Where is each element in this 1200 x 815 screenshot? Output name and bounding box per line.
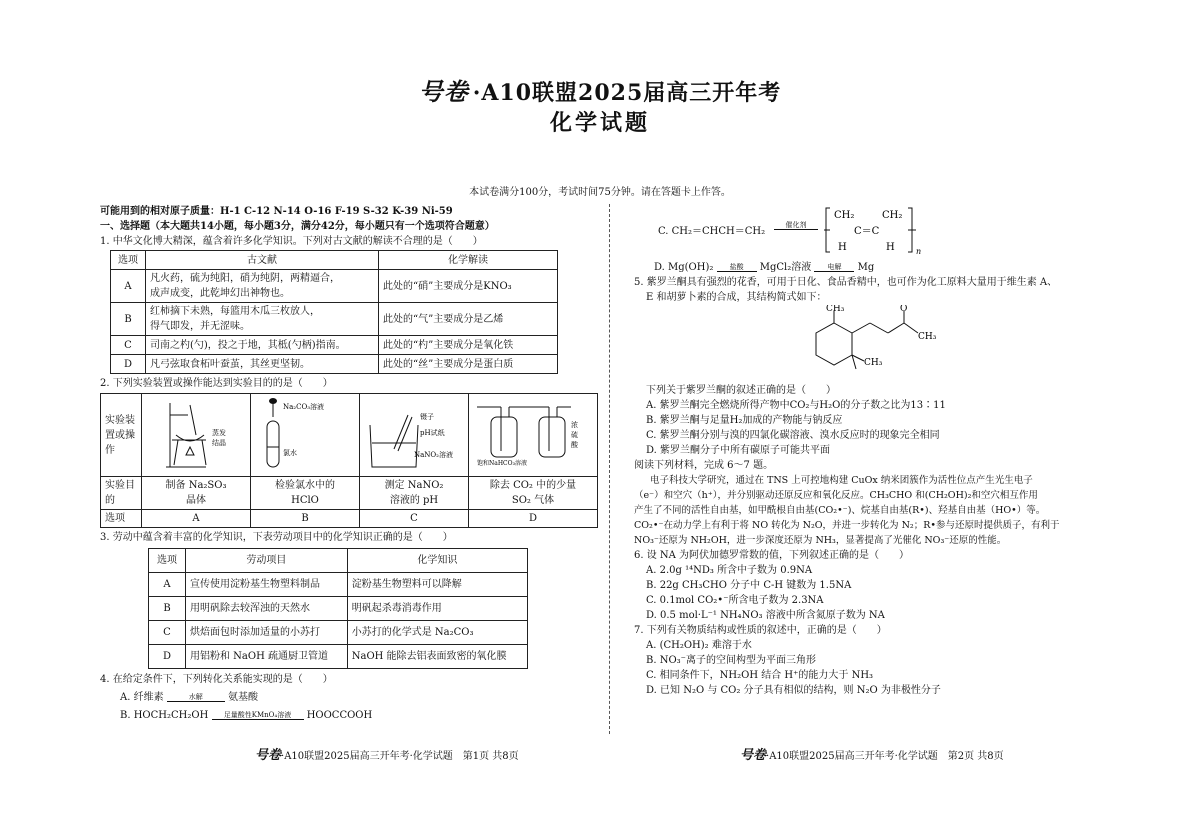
polymer-group: H	[886, 242, 895, 253]
apparatus-a	[142, 394, 251, 477]
q1-table	[110, 250, 558, 374]
apparatus-label: 镊子	[420, 413, 434, 421]
interp-cell: 此处的“丝”主要成分是蛋白质	[379, 355, 558, 374]
q7-option: C. 相同条件下，NH₂OH 结合 H⁺的能力大于 NH₃	[646, 670, 874, 681]
polymer-group: CH₂	[834, 210, 855, 221]
option-cell: D	[469, 510, 598, 528]
q5-stem-line: E 和胡萝卜素的合成，其结构简式如下：	[646, 292, 827, 303]
option-cell: A	[142, 510, 251, 528]
q6-option: B. 22g CH₃CHO 分子中 C-H 键数为 1.5NA	[646, 580, 852, 591]
brand-logo: 号卷	[418, 77, 469, 106]
evaporation-apparatus-icon	[146, 395, 246, 470]
footer-right	[740, 744, 1004, 763]
q5-stem-line: 5. 紫罗兰酮具有强烈的花香，可用于日化、食品香精中，也可作为化工原料大量用于维生素 A、	[634, 277, 1058, 288]
purpose-cell	[251, 477, 360, 510]
table-row	[149, 597, 528, 621]
table-header-cell: 劳动项目	[186, 549, 348, 573]
q1-stem: 1. 中华文化博大精深，蕴含着许多化学知识。下列对古文献的解读不合理的是（ ）	[100, 236, 483, 247]
purpose-line: 除去 CO₂ 中的少量	[489, 480, 577, 491]
brand-logo: 号卷	[255, 748, 282, 763]
q4-option-d	[634, 260, 1124, 275]
q6-stem: 6. 设 NA 为阿伏加德罗常数的值，下列叙述正确的是（ ）	[634, 550, 910, 561]
reactant: D. Mg(OH)₂	[654, 262, 714, 273]
reading-line: 产生了不同的活性自由基，如甲酰根自由基(CO₂•⁻)、烷基自由基(R•)、羟基自由基（HO•）等。	[634, 505, 1046, 516]
q6-option: C. 0.1mol CO₂•⁻所含电子数为 2.3NA	[646, 595, 824, 606]
gas-washing-icon	[473, 395, 593, 470]
q3-table	[148, 548, 528, 669]
atomic-mass-line: 可能用到的相对原子质量：H-1 C-12 N-14 O-16 F-19 S-32 K-39 Ni-59	[100, 206, 453, 217]
text-line: 得气即发，并无涩味。	[150, 321, 250, 332]
text-line: 红柿摘下未熟，每篮用木瓜三枚放人，	[150, 306, 320, 317]
item-cell: 用铝粉和 NaOH 疏通厨卫管道	[186, 645, 348, 669]
table-row	[101, 394, 598, 477]
right-column	[634, 204, 1124, 698]
polymer-group: CH₂	[882, 210, 903, 221]
methyl-group: CH₃	[864, 358, 883, 368]
q4-option-a	[100, 690, 600, 705]
q2-table	[100, 393, 598, 528]
polymer-structure-icon	[824, 204, 944, 256]
reactant: A. 纤维素	[120, 692, 164, 703]
title-text: ·A10联盟2025届高三开年考	[472, 80, 782, 106]
text-line: 凡火药，硫为纯阳，硝为纯阴，两精逼合，	[150, 273, 340, 284]
apparatus-label: 浓	[571, 421, 578, 429]
apparatus-d	[469, 394, 598, 477]
q5-question: 下列关于紫罗兰酮的叙述正确的是（ ）	[646, 385, 836, 396]
knowledge-cell: 小苏打的化学式是 Na₂CO₃	[347, 621, 527, 645]
purpose-line: 晶体	[186, 495, 206, 506]
test-tube-icon	[255, 395, 355, 470]
purpose-line: SO₂ 气体	[511, 495, 555, 506]
row-label: 实验目的	[101, 477, 142, 510]
option-cell: B	[111, 303, 146, 336]
knowledge-cell: NaOH 能除去铝表面致密的氧化膜	[347, 645, 527, 669]
apparatus-c	[360, 394, 469, 477]
interp-cell: 此处的“杓”主要成分是氧化铁	[379, 336, 558, 355]
column-divider	[609, 204, 610, 734]
interp-cell: 此处的“硝”主要成分是KNO₃	[379, 270, 558, 303]
reactant: B. HOCH₂CH₂OH	[120, 710, 209, 721]
option-cell: D	[111, 355, 146, 374]
reaction-arrow: 盐酸	[717, 260, 757, 275]
intermediate: MgCl₂溶液	[759, 262, 812, 273]
text-cell: 司南之杓(勺)，投之于地，其柢(勺柄)指南。	[146, 336, 379, 355]
option-cell: C	[111, 336, 146, 355]
option-cell: B	[251, 510, 360, 528]
apparatus-label: NaNO₂溶液	[414, 451, 453, 459]
text-line: 成声成变，此乾坤幻出神物也。	[150, 288, 290, 299]
exam-note: 本试卷满分100分，考试时间75分钟。请在答题卡上作答。	[469, 187, 731, 198]
polymer-group: C＝C	[854, 226, 880, 237]
table-header-cell: 选项	[149, 549, 186, 573]
footer-text: ·A10联盟2025届高三开年考·化学试题 第2页 共8页	[766, 751, 1004, 762]
purpose-cell	[469, 477, 598, 510]
purpose-line: 制备 Na₂SO₃	[165, 480, 227, 491]
q4-option-b	[100, 708, 600, 723]
option-cell: A	[149, 573, 186, 597]
purpose-line: 溶液的 pH	[389, 495, 439, 506]
footer-text: ·A10联盟2025届高三开年考·化学试题 第1页 共8页	[281, 751, 519, 762]
table-row	[101, 510, 598, 528]
q3-stem: 3. 劳动中蕴含着丰富的化学知识，下表劳动项目中的化学知识正确的是（ ）	[100, 532, 453, 543]
reaction-arrow: 足量酸性KMnO₄溶液	[212, 708, 304, 723]
beaker-ph-icon	[364, 395, 464, 470]
table-header-cell: 化学解读	[379, 251, 558, 270]
text-cell	[146, 270, 379, 303]
apparatus-label: 饱和NaHCO₃溶液	[477, 460, 527, 467]
table-header-cell: 选项	[111, 251, 146, 270]
carbonyl-o: O	[900, 305, 908, 314]
apparatus-label: 硫	[571, 431, 578, 439]
row-label: 实验装置或操作	[101, 394, 142, 477]
purpose-line: HClO	[291, 495, 319, 506]
reactant: C. CH₂＝CHCH＝CH₂	[658, 226, 766, 237]
q7-option: D. 已知 N₂O 与 CO₂ 分子具有相似的结构，则 N₂O 为非极性分子	[646, 685, 941, 696]
apparatus-label: 结晶	[212, 439, 226, 447]
table-row	[101, 477, 598, 510]
purpose-cell	[142, 477, 251, 510]
ionone-structure-icon	[804, 305, 944, 383]
knowledge-cell: 淀粉基生物塑料可以降解	[347, 573, 527, 597]
reaction-arrow: 催化剂	[774, 218, 818, 233]
table-row	[111, 336, 558, 355]
interp-cell: 此处的“气”主要成分是乙烯	[379, 303, 558, 336]
table-row	[149, 621, 528, 645]
table-row	[111, 355, 558, 374]
reaction-arrow: 电解	[814, 260, 854, 275]
q5-option: C. 紫罗兰酮分别与溴的四氯化碳溶液、溴水反应时的现象完全相同	[646, 430, 940, 441]
item-cell: 用明矾除去较浑浊的天然水	[186, 597, 348, 621]
reading-line: 电子科技大学研究，通过在 TNS 上可控地构建 CuOx 纳米团簇作为活性位点产生光生电子	[650, 475, 1033, 486]
page-subtitle: 化学试题	[549, 110, 650, 136]
polymer-n: n	[916, 247, 922, 256]
q7-option: A. (CH₂OH)₂ 难溶于水	[646, 640, 752, 651]
purpose-line: 测定 NaNO₂	[384, 480, 444, 491]
knowledge-cell: 明矾起杀毒消毒作用	[347, 597, 527, 621]
item-cell: 烘焙面包时添加适量的小苏打	[186, 621, 348, 645]
option-cell: A	[111, 270, 146, 303]
q7-option: B. NO₃⁻离子的空间构型为平面三角形	[646, 655, 816, 666]
table-header-row	[111, 251, 558, 270]
q6-option: A. 2.0g ¹⁴ND₃ 所含中子数为 0.9NA	[646, 565, 813, 576]
option-cell: B	[149, 597, 186, 621]
reading-line: （e⁻）和空穴（h⁺），并分别驱动还原反应和氧化反应。CH₃CHO 和(CH₂OH)₂和空穴相互作用	[634, 490, 1038, 501]
methyl-group: CH₃	[826, 305, 845, 314]
option-cell: D	[149, 645, 186, 669]
table-row	[149, 573, 528, 597]
q5-option: A. 紫罗兰酮完全燃烧所得产物中CO₂与H₂O的分子数之比为13∶11	[646, 400, 946, 411]
footer-left	[255, 744, 519, 763]
table-header-cell: 化学知识	[347, 549, 527, 573]
reading-lead: 阅读下列材料，完成 6～7 题。	[634, 460, 774, 471]
product: HOOCCOOH	[306, 710, 373, 721]
q7-stem: 7. 下列有关物质结构或性质的叙述中，正确的是（ ）	[634, 625, 887, 636]
q5-option: B. 紫罗兰酮与足量H₂加成的产物能与钠反应	[646, 415, 843, 426]
table-row	[111, 303, 558, 336]
apparatus-label: Na₂CO₃溶液	[283, 403, 325, 411]
methyl-group: CH₃	[918, 332, 937, 342]
option-cell: C	[149, 621, 186, 645]
table-row	[111, 270, 558, 303]
q4-stem: 4. 在给定条件下，下列转化关系能实现的是（ ）	[100, 674, 333, 685]
product: Mg	[857, 262, 875, 273]
option-cell: C	[360, 510, 469, 528]
apparatus-label: pH试纸	[420, 429, 445, 437]
left-column	[100, 204, 600, 723]
row-label: 选项	[101, 510, 142, 528]
product: 氨基酸	[227, 692, 258, 703]
text-cell	[146, 303, 379, 336]
table-header-cell: 古文献	[146, 251, 379, 270]
item-cell: 宣传使用淀粉基生物塑料制品	[186, 573, 348, 597]
table-row	[149, 645, 528, 669]
purpose-cell	[360, 477, 469, 510]
q6-option: D. 0.5 mol·L⁻¹ NH₄NO₃ 溶液中所含氮原子数为 NA	[646, 610, 885, 621]
apparatus-label: 氯水	[283, 449, 297, 457]
apparatus-label: 酸	[571, 441, 578, 449]
table-header-row	[149, 549, 528, 573]
reading-line: NO₃⁻还原为 NH₂OH，进一步深度还原为 NH₃，显著提高了光催化 NO₃⁻还原的性能。	[634, 535, 1007, 546]
apparatus-label: 蒸发	[212, 429, 226, 437]
reading-line: CO₂•⁻在动力学上有利于将 NO 转化为 N₂O，并进一步转化为 N₂；R•参与还原时提供质子，有利于	[634, 520, 1060, 531]
purpose-line: 检验氯水中的	[275, 480, 335, 491]
reaction-arrow: 水解	[167, 690, 225, 705]
page-title	[0, 72, 1200, 107]
section-title: 一、选择题（本大题共14小题，每小题3分，满分42分，每小题只有一个选项符合题意）	[100, 221, 495, 232]
text-cell: 凡弓弦取食柘叶蚕茧，其丝更坚韧。	[146, 355, 379, 374]
q5-option: D. 紫罗兰酮分子中所有碳原子可能共平面	[646, 445, 831, 456]
q2-stem: 2. 下列实验装置或操作能达到实验目的的是（ ）	[100, 378, 333, 389]
q4-option-c	[634, 204, 1124, 256]
brand-logo: 号卷	[740, 748, 767, 763]
apparatus-b	[251, 394, 360, 477]
polymer-group: H	[838, 242, 847, 253]
